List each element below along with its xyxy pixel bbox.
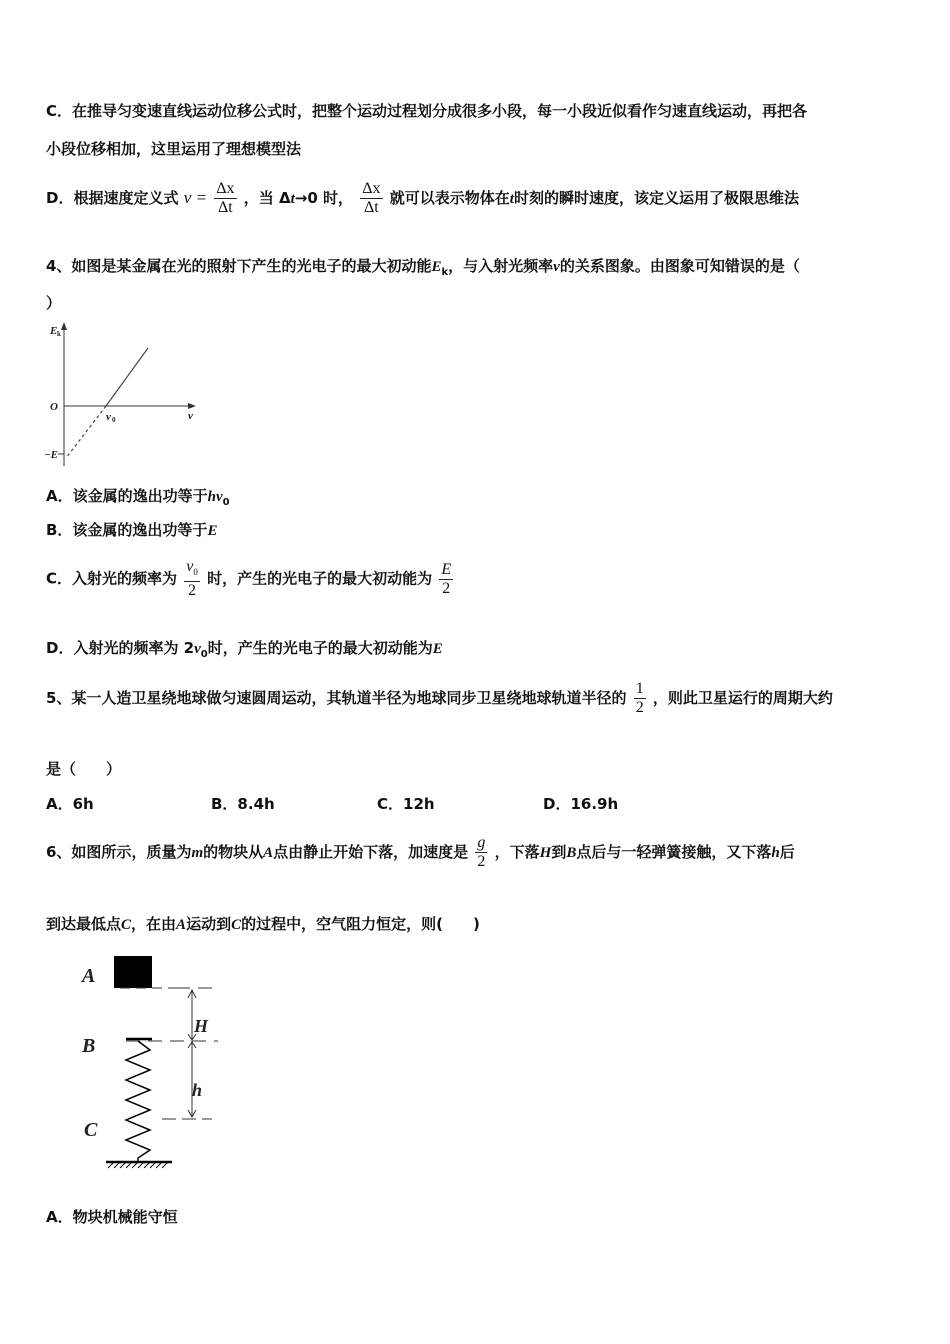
q4-graph-dashed-extension (66, 406, 106, 458)
q4-d-sub: 0 (200, 649, 208, 660)
q6-frac-num: g (477, 834, 486, 851)
q3-option-c-line2: 小段位移相加，这里运用了理想模型法 (46, 140, 302, 158)
q4-graph-origin: O (50, 401, 58, 413)
q4-graph-neg-label: −E (44, 449, 59, 461)
q6-H: H (539, 845, 552, 861)
q4-option-c (46, 558, 455, 600)
q6-stem-line2 (46, 914, 480, 935)
q4-c-fraction (184, 558, 200, 600)
q4-graph-y-sub: k (57, 330, 61, 338)
q4-stem-c: 的关系图象。由图象可知错误的是（ (559, 257, 800, 275)
q5-option-a: A．6h (46, 795, 94, 813)
q4-c-mid: 时，产生的光电子的最大初动能为 (207, 569, 433, 588)
q6-line2-d: 的过程中，空气阻力恒定，则( ) (241, 915, 480, 933)
q6-B: B (566, 845, 577, 861)
q4-b-e: E (207, 523, 218, 539)
q5-stem-b: ，则此卫星运行的周期大约 (652, 689, 833, 707)
q4-stem-ek: E (431, 259, 442, 275)
q3-d-fraction2 (360, 180, 382, 217)
q6-stem-f: 点后与一轻弹簧接触，又下落 (576, 843, 772, 861)
q3-d-prefix: D．根据速度定义式 (46, 189, 179, 207)
q6-label-c: C (84, 1119, 98, 1141)
q3-option-d (46, 178, 799, 219)
q5-frac-den: 2 (635, 699, 644, 716)
q6-C: C (121, 917, 132, 933)
q3-d-frac2-num: Δx (362, 180, 381, 197)
q4-d-v: v (194, 641, 201, 657)
q6-spring-coil (126, 1041, 150, 1162)
q6-label-small-h: h (192, 1080, 203, 1100)
q6-m: m (191, 845, 204, 861)
q3-d-suffix: 时刻的瞬时速度，该定义运用了极限思维法 (513, 189, 799, 207)
q4-graph-x0-sub: 0 (112, 416, 116, 424)
q4-stem-b: ，与入射光频率 (448, 257, 554, 275)
q6-label-big-h: H (194, 1016, 209, 1036)
q5-option-d: D．16.9h (543, 795, 619, 813)
q3-d-frac2-den: Δt (364, 199, 379, 216)
q4-c-frac2-num: E (441, 560, 452, 578)
q4-d-e: E (432, 641, 443, 657)
q4-c-prefix: C．入射光的频率为 (46, 569, 178, 588)
q5-stem-a: 5、某一人造卫星绕地球做匀速圆周运动，其轨道半径为地球同步卫星绕地球轨道半径的 (46, 689, 627, 707)
q3-d-t2: t (509, 191, 514, 207)
q5-stem-line2: 是（ ） (46, 760, 122, 778)
q6-stem-a: 6、如图所示，质量为 (46, 843, 192, 861)
q3-d-t: t (290, 191, 295, 207)
q4-c-frac2-den: 2 (442, 579, 451, 597)
q4-stem-line1 (46, 256, 800, 283)
q4-graph-y-label: E (50, 325, 58, 337)
q4-c-frac-num (184, 558, 200, 582)
q6-block (114, 956, 152, 988)
q4-graph-line (106, 348, 148, 406)
q4-stem-k: k (441, 267, 449, 278)
q6-stem-b: 的物块从 (203, 843, 264, 861)
q6-stem-c: 点由静止开始下落，加速度是 (273, 843, 469, 861)
q4-option-a (46, 486, 230, 513)
q5-stem-line1 (46, 676, 833, 720)
q5-option-c: C．12h (377, 795, 435, 813)
q4-c-fraction2 (439, 561, 453, 598)
q4-graph-x0-label: ν (106, 411, 111, 423)
q4-graph-y-arrow (61, 322, 67, 330)
q3-d-mid1: ，当 Δ (243, 189, 291, 207)
q4-a-hv: hv (207, 489, 223, 505)
q6-stem-g: 后 (779, 843, 795, 861)
q6-h: h (771, 845, 780, 861)
q5-option-b: B．8.4h (211, 795, 275, 813)
q6-stem-d: ，下落 (494, 843, 540, 861)
q6-option-a: A．物块机械能守恒 (46, 1208, 178, 1226)
q6-stem-line1 (46, 830, 795, 875)
q3-d-mid2: →0 时， (294, 189, 353, 207)
q6-line2-c: 运动到 (186, 915, 232, 933)
q4-a-prefix: A．该金属的逸出功等于 (46, 487, 208, 505)
q6-spring-figure (76, 950, 236, 1195)
q4-option-b (46, 520, 217, 541)
q4-c-frac-num-v: v (186, 558, 194, 575)
q3-d-frac-den: Δt (217, 199, 233, 216)
q3-d-mid3: 就可以表示物体在 (389, 189, 510, 207)
q6-line2-b: ，在由 (131, 915, 177, 933)
q6-label-b: B (82, 1035, 96, 1057)
q4-b-prefix: B．该金属的逸出功等于 (46, 521, 208, 539)
q6-label-a: A (82, 965, 96, 987)
q6-A: A (263, 845, 274, 861)
q3-d-fraction (214, 180, 236, 217)
q4-graph-x-arrow (188, 403, 196, 409)
q6-fraction (475, 834, 487, 871)
q4-stem-close: ） (46, 294, 62, 312)
q6-A2: A (176, 917, 187, 933)
q5-fraction (634, 680, 646, 717)
q4-graph-x-label: ν (188, 410, 193, 422)
q4-d-prefix: D．入射光的频率为 2 (46, 639, 195, 657)
q6-stem-e: 到 (551, 843, 567, 861)
q4-stem-v: v (553, 259, 560, 275)
q4-c-frac-den: 2 (188, 582, 197, 600)
q3-option-c-line1: C．在推导匀变速直线运动位移公式时，把整个运动过程划分成很多小段，每一小段近似看作匀速直线运动，再把各 (46, 102, 808, 120)
q5-frac-num: 1 (635, 680, 644, 697)
q4-option-d (46, 638, 443, 665)
q4-d-mid: 时，产生的光电子的最大初动能为 (207, 639, 433, 657)
q3-d-frac-num: Δx (216, 180, 235, 197)
q6-C2: C (231, 917, 242, 933)
q4-graph (44, 318, 204, 470)
q3-d-v: v = (183, 188, 207, 207)
q6-frac-den: 2 (477, 853, 486, 870)
q6-line2-a: 到达最低点 (46, 915, 122, 933)
q4-stem-a: 4、如图是某金属在光的照射下产生的光电子的最大初动能 (46, 257, 432, 275)
q4-a-sub: 0 (222, 497, 230, 508)
q4-c-frac-num-sub: 0 (193, 567, 198, 578)
